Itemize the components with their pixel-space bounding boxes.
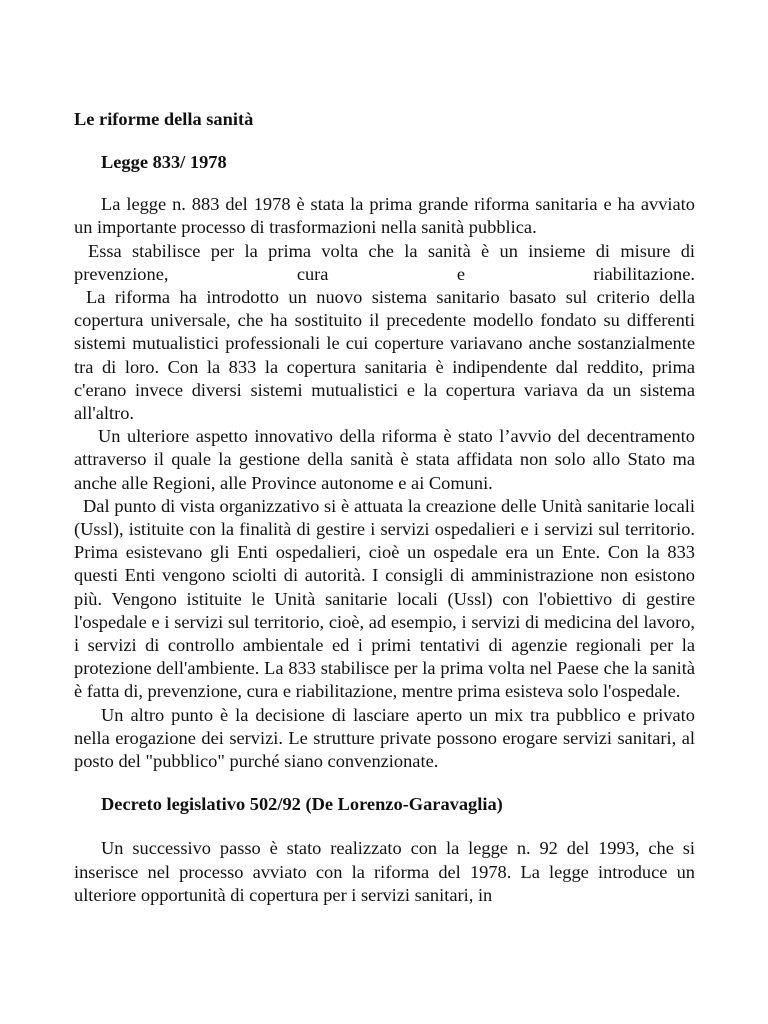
paragraph: Essa stabilisce per la prima volta che la sanità è un insieme di misure di prevenzione, cura e riabilitazione. [74,240,695,284]
section-legge-833-body [74,193,695,773]
paragraph: Un successivo passo è stato realizzato con la legge n. 92 del 1993, che si inserisce nel processo avviato con la riforma del 1978. La legge introduce un ulteriore opportunità di copertura per i servizi sanitari, in [74,838,695,905]
section-heading-legge-833: Legge 833/ 1978 [101,152,227,172]
paragraph: Un ulteriore aspetto innovativo della riforma è stato l’avvio del decentramento attraverso il quale la gestione della sanità è stata affidata non solo allo Stato ma anche alle Regioni, alle Province autonome e ai Comuni. [74,426,695,493]
document-page [74,108,695,907]
section-heading-decreto-502: Decreto legislativo 502/92 (De Lorenzo-Garavaglia) [101,794,503,815]
paragraph: La legge n. 883 del 1978 è stata la prima grande riforma sanitaria e ha avviato un importante processo di trasformazioni nella sanità pubblica. [74,194,695,238]
paragraph: Dal punto di vista organizzativo si è attuata la creazione delle Unità sanitarie locali (Ussl), istituite con la finalità di gestire i servizi ospedalieri e i servizi sul territorio. Prima esistevano gli Enti ospedalieri, cioè un ospedale era un Ente. Con la 833 questi Enti vengono sciolti di autorità. I consigli di amministrazione non esistono più. Vengono istituite le Unità sanitarie locali (Ussl) con l'obiettivo di gestire l'ospedale e i servizi sul territorio, cioè, ad esempio, i servizi di medicina del lavoro, i servizi di controllo ambientale ed i primi tentativi di agenzie regionali per la protezione dell'ambiente. La 833 stabilisce per la prima volta nel Paese che la sanità è fatta di, prevenzione, cura e riabilitazione, mentre prima esisteva solo l'ospedale. [74,495,695,702]
section-decreto-502-body [74,837,695,907]
paragraph: Un altro punto è la decisione di lasciare aperto un mix tra pubblico e privato nella erogazione dei servizi. Le strutture private possono erogare servizi sanitari, al posto del "pubblico" purché siano convenzionate. [74,704,695,772]
document-title: Le riforme della sanità [74,109,254,129]
paragraph: La riforma ha introdotto un nuovo sistema sanitario basato sul criterio della copertura universale, che ha sostituito il precedente modello fondato su differenti sistemi mutualistici professionali le cui coperture variavano anche sostanzialmente tra di loro. Con la 833 la copertura sanitaria è indipendente dal reddito, prima c'erano invece diversi sistemi mutualistici e la copertura variava da un sistema all'altro. [74,287,695,424]
